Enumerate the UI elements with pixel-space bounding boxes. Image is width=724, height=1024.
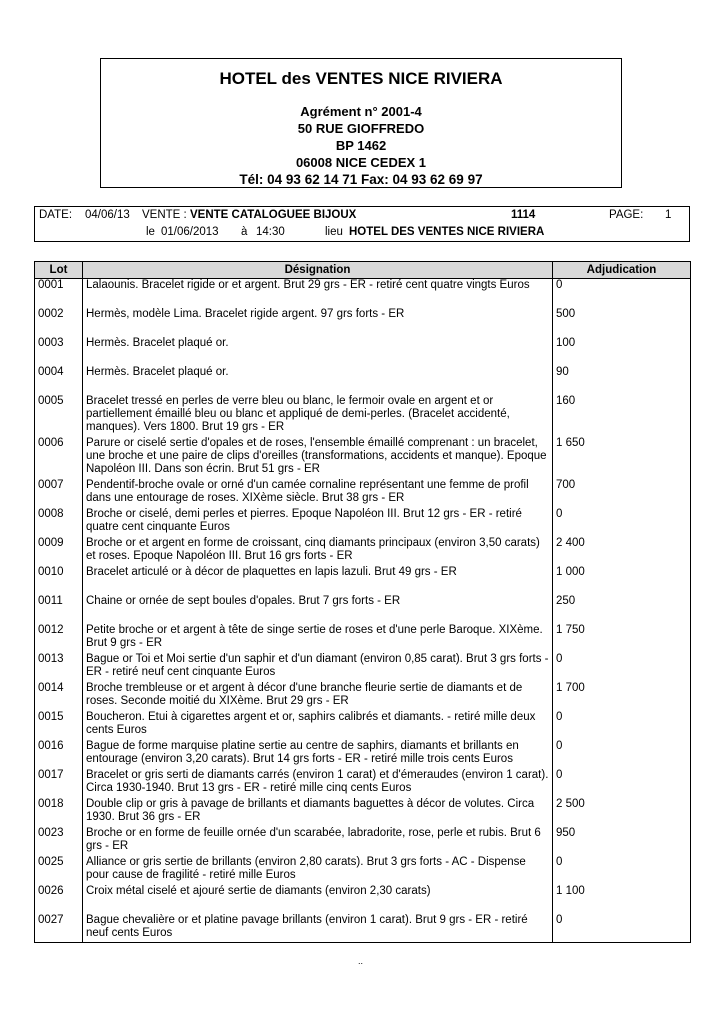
table-row [35,769,691,798]
vente-label: VENTE : [142,209,187,221]
lot-cell: 0017 [35,769,83,798]
table-row [35,740,691,769]
adjudication-cell: 250 [553,595,691,624]
vente-value: VENTE CATALOGUEE BIJOUX [190,209,357,221]
sale-time: 14:30 [256,226,285,238]
lot-cell: 0023 [35,827,83,856]
adjudication-cell: 160 [553,395,691,437]
vente-number: 1114 [511,209,536,221]
le-label: le [146,226,155,238]
table-row [35,682,691,711]
lot-cell: 0001 [35,279,83,308]
designation-cell: Bracelet or gris serti de diamants carrés (environ 1 carat) et d'émeraudes (environ 1 carat). Circa 1930-1940. Brut 13 grs - ER - retiré mille cinq cents Euros [83,769,553,798]
header-agrement: Agrément n° 2001-4 [300,104,422,119]
adjudication-cell: 0 [553,653,691,682]
designation-cell: Bracelet tressé en perles de verre bleu ou blanc, le fermoir ovale en argent et or partiellement émaillé bleu ou blanc et appliqué de demi-perles. (Bracelet accidenté, manques). Vers 1800. Brut 19 grs - ER [83,395,553,437]
designation-cell: Double clip or gris à pavage de brillants et diamants baguettes à décor de volutes. Circa 1930. Brut 36 grs - ER [83,798,553,827]
designation-cell: Bague chevalière or et platine pavage brillants (environ 1 carat). Brut 9 grs - ER - retiré neuf cents Euros [83,914,553,943]
designation-cell: Bague or Toi et Moi sertie d'un saphir et d'un diamant (environ 0,85 carat). Brut 3 grs forts - ER - retiré neuf cent cinquante Euros [83,653,553,682]
a-label: à [241,226,248,238]
designation-cell: Croix métal ciselé et ajouré sertie de diamants (environ 2,30 carats) [83,885,553,914]
table-header-row [35,262,691,279]
designation-cell: Broche trembleuse or et argent à décor d'une branche fleurie sertie de diamants et de roses. Seconde moitié du XIXème. Brut 29 grs - ER [83,682,553,711]
adjudication-cell: 0 [553,856,691,885]
footer-mark: .. [358,956,364,966]
table-row [35,395,691,437]
lot-cell: 0006 [35,437,83,479]
designation-cell: Alliance or gris sertie de brillants (environ 2,80 carats). Brut 3 grs forts - AC - Dispense pour cause de fragilité - retiré mille Euros [83,856,553,885]
lot-cell: 0011 [35,595,83,624]
designation-cell: Hermès. Bracelet plaqué or. [83,337,553,366]
adjudication-cell: 1 000 [553,566,691,595]
lot-cell: 0014 [35,682,83,711]
adjudication-cell: 1 100 [553,885,691,914]
sale-info-box [34,206,690,242]
table-row [35,537,691,566]
lot-cell: 0010 [35,566,83,595]
table-row [35,827,691,856]
header-lot: Lot [35,262,83,279]
header-city: 06008 NICE CEDEX 1 [295,155,427,170]
table-row [35,885,691,914]
table-row [35,366,691,395]
adjudication-cell: 0 [553,711,691,740]
date-value: 04/06/13 [85,209,130,221]
adjudication-cell: 1 650 [553,437,691,479]
auction-house-header [100,58,622,188]
adjudication-cell: 1 750 [553,624,691,653]
header-adjudication: Adjudication [553,262,691,279]
adjudication-cell: 90 [553,366,691,395]
lot-cell: 0025 [35,856,83,885]
lot-cell: 0015 [35,711,83,740]
adjudication-cell: 2 500 [553,798,691,827]
page-label: PAGE: [609,209,644,221]
designation-cell: Broche or ciselé, demi perles et pierres. Epoque Napoléon III. Brut 12 grs - ER - retiré quatre cent cinquante Euros [83,508,553,537]
lot-cell: 0026 [35,885,83,914]
table-row [35,479,691,508]
lot-cell: 0009 [35,537,83,566]
header-street: 50 RUE GIOFFREDO [297,121,425,136]
lot-cell: 0004 [35,366,83,395]
lot-cell: 0002 [35,308,83,337]
lot-cell: 0016 [35,740,83,769]
header-designation: Désignation [83,262,553,279]
lot-cell: 0008 [35,508,83,537]
adjudication-cell: 2 400 [553,537,691,566]
table-row [35,437,691,479]
designation-cell: Lalaounis. Bracelet rigide or et argent. Brut 29 grs - ER - retiré cent quatre vingts Euros [83,279,553,308]
page-number: 1 [665,209,672,221]
lot-cell: 0027 [35,914,83,943]
table-row [35,798,691,827]
designation-cell: Bague de forme marquise platine sertie au centre de saphirs, diamants et brillants en entourage (environ 3,20 carats). Brut 14 grs forts - ER - retiré mille trois cents Euros [83,740,553,769]
adjudication-cell: 0 [553,769,691,798]
lots-table [34,261,691,943]
lot-cell: 0013 [35,653,83,682]
designation-cell: Pendentif-broche ovale or orné d'un camée cornaline représentant une femme de profil dans une entourage de roses. XIXème siècle. Brut 38 grs - ER [83,479,553,508]
header-title: HOTEL des VENTES NICE RIVIERA [219,69,503,88]
table-row [35,653,691,682]
adjudication-cell: 0 [553,914,691,943]
sale-date: 01/06/2013 [161,226,219,238]
lieu-label: lieu [325,226,343,238]
table-row [35,508,691,537]
lot-cell: 0003 [35,337,83,366]
table-row [35,856,691,885]
table-row [35,914,691,943]
header-bp: BP 1462 [335,138,387,153]
table-row [35,711,691,740]
designation-cell: Broche or et argent en forme de croissant, cinq diamants principaux (environ 3,50 carats) et roses. Epoque Napoléon III. Brut 16 grs forts - ER [83,537,553,566]
adjudication-cell: 100 [553,337,691,366]
lot-cell: 0018 [35,798,83,827]
designation-cell: Petite broche or et argent à tête de singe sertie de roses et d'une perle Baroque. XIXème. Brut 9 grs - ER [83,624,553,653]
designation-cell: Hermès. Bracelet plaqué or. [83,366,553,395]
adjudication-cell: 700 [553,479,691,508]
date-label: DATE: [39,209,73,221]
adjudication-cell: 950 [553,827,691,856]
lots-body [35,279,691,943]
designation-cell: Hermès, modèle Lima. Bracelet rigide argent. 97 grs forts - ER [83,308,553,337]
adjudication-cell: 0 [553,279,691,308]
adjudication-cell: 0 [553,508,691,537]
designation-cell: Chaine or ornée de sept boules d'opales. Brut 7 grs forts - ER [83,595,553,624]
lot-cell: 0005 [35,395,83,437]
table-row [35,624,691,653]
table-row [35,566,691,595]
lieu-value: HOTEL DES VENTES NICE RIVIERA [349,226,545,238]
adjudication-cell: 1 700 [553,682,691,711]
table-row [35,337,691,366]
designation-cell: Bracelet articulé or à décor de plaquettes en lapis lazuli. Brut 49 grs - ER [83,566,553,595]
lot-cell: 0012 [35,624,83,653]
designation-cell: Parure or ciselé sertie d'opales et de roses, l'ensemble émaillé comprenant : un bracelet, une broche et une paire de clips d'oreilles (transformations, accidents et manque). Epoque Napoléon III. Dans son écrin. Brut 51 grs - ER [83,437,553,479]
table-row [35,595,691,624]
adjudication-cell: 0 [553,740,691,769]
table-row [35,279,691,308]
designation-cell: Boucheron. Etui à cigarettes argent et or, saphirs calibrés et diamants. - retiré mille deux cents Euros [83,711,553,740]
header-tel: Tél: 04 93 62 14 71 Fax: 04 93 62 69 97 [239,172,483,187]
table-row [35,308,691,337]
adjudication-cell: 500 [553,308,691,337]
designation-cell: Broche or en forme de feuille ornée d'un scarabée, labradorite, rose, perle et rubis. Brut 6 grs - ER [83,827,553,856]
lot-cell: 0007 [35,479,83,508]
